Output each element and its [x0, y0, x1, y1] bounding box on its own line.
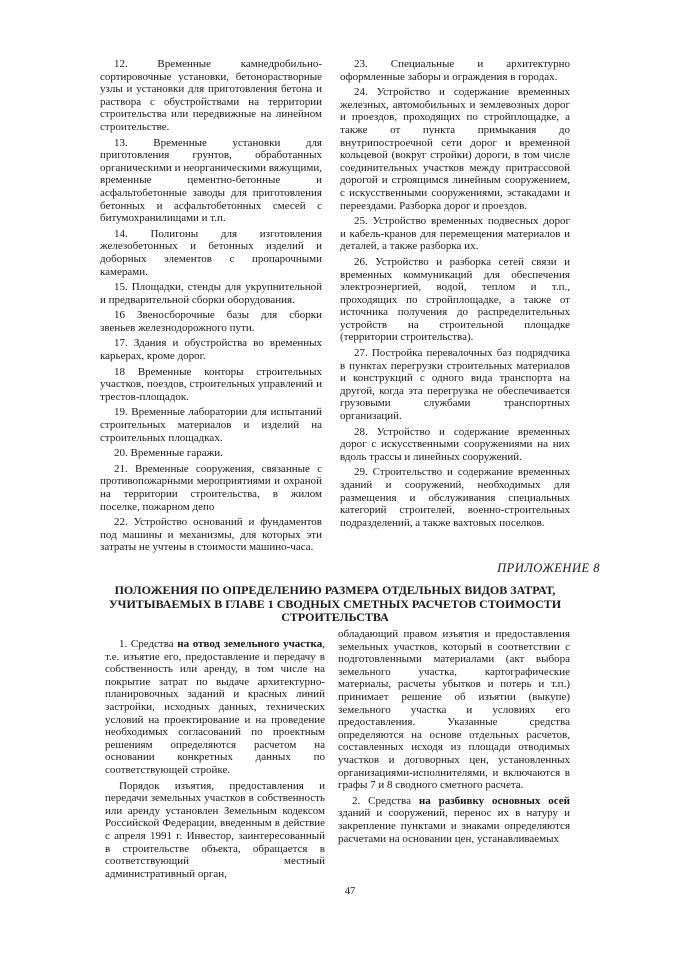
list-item: 21. Временные сооружения, связанные с противопожарными мероприятиями и охраной на территории строительства, в жилом поселке, пожарном депо	[100, 462, 322, 513]
list-item: 26. Устройство и разборка сетей связи и временных коммуникаций для обеспечения электроэнергией, водой, теплом и т.п., проходящих по стройплощадке, а также от источника получения до распределительных устройств на строительной площадке (территории строительства).	[340, 255, 570, 344]
paragraph: обладающий правом изъятия и предоставления земельных участков, который в соответствии с подготовленными материалами (акт выбора земельного участка, картографические материалы, расчеты убытков и потерь и т.п.) принимает решение об изъятии (выкупе) земельного участка и условиях его предоставления. Указанные средства определяются на основе отдельных расчетов, составленных исходя из площади отводимых участков и договорных цен, установленных организациями-исполнителями, и включаются в графы 7 и 8 сводного сметного расчета.	[338, 628, 570, 792]
list-item: 19. Временные лаборатории для испытаний строительных материалов и изделий на строительных площадках.	[100, 406, 322, 444]
top-right-column	[340, 58, 570, 532]
list-item: 23. Специальные и архитектурно оформленные заборы и ограждения в городах.	[340, 58, 570, 83]
bottom-right-column	[338, 628, 570, 848]
paragraph-text: зданий и сооружений, перенос их в натуру и закрепление пунктами и знаками определяются расчетами на основании цен, устанавливаемых	[338, 807, 570, 845]
top-left-column	[100, 58, 322, 557]
bold-term: на отвод земельного участка	[177, 638, 323, 650]
paragraph	[105, 638, 325, 777]
list-item: 15. Площадки, стенды для укрупнительной и предварительной сборки оборудования.	[100, 281, 322, 306]
list-item: 28. Устройство и содержание временных дорог с искусственными сооружениями на них вдоль трассы и линейных сооружений.	[340, 425, 570, 463]
paragraph: Порядок изъятия, предоставления и передачи земельных участков в собственность или аренду установлен Земельным кодексом Российской Федерации, введенным в действие с апреля 1991 г. Инвестор, заинтересованный в строительстве объекта, обращается в соответствующий местный административный орган,	[105, 779, 325, 880]
paragraph-prefix: 1. Средства	[119, 638, 178, 650]
paragraph-prefix: 2. Средства	[352, 794, 419, 807]
list-item: 25. Устройство временных подвесных дорог и кабель-кранов для перемещения материалов и деталей, а также разборка их.	[340, 215, 570, 253]
list-item: 20. Временные гаражи.	[114, 447, 223, 460]
list-item: 17. Здания и обустройства во временных карьерах, кроме дорог.	[100, 337, 322, 363]
list-item: 12. Временные камнедробильно-сортировочные установки, бетонорастворные узлы и установки для приготовления бетона и раствора с обустройствами на территории строительства или передвижные на линейном строительстве.	[100, 58, 322, 133]
list-item: 13. Временные установки для приготовления грунтов, обработанных органическими и неорганическими вяжущими, временные цементно-бетонные и асфальтобетонные заводы для приготовления бетонных и асфальтобетонных смесей с битумохранилищами и т.п.	[100, 136, 322, 225]
appendix-label: ПРИЛОЖЕНИЕ 8	[497, 561, 600, 575]
list-item: 22. Устройство оснований и фундаментов под машины и механизмы, для которых эти затраты не учтены в стоимости машино-часа.	[100, 516, 322, 554]
list-item: 18 Временные конторы строительных участков, поездов, строительных управлений и трестов-площадок.	[100, 365, 322, 403]
list-item: 24. Устройство и содержание временных железных, автомобильных и землевозных дорог и проездов, проходящих по стройплощадке, а также от пункта примыкания до внутрипостроечной сети дорог и временной кольцевой (вокруг стройки) дороги, в том числе соединительных участков между притрассовой дорогой и строящимся линейным сооружением, с искусственными сооружениями, эстакадами и переездами. Разборка дорог и проездов.	[340, 86, 570, 212]
paragraph-text: , т.е. изъятие его, предоставление и передачу в собственность или аренду, в том числе на покрытие затрат по выдаче архитектурно-планировочных заданий и красных линий застройки, исходных данных, технических условий на проектирование и на проведение необходимых согласований по проектным решениям определяются расчетом на основании конкретных данных по соответствующей стройке.	[105, 638, 325, 776]
list-item: 27. Постройка перевалочных баз подрядчика в пунктах перегрузки строительных материалов и конструкций с одного вида транспорта на другой, когда эта перегрузка не обеспечивается грузовыми службами транспортных организаций.	[340, 347, 570, 423]
bottom-left-column	[105, 638, 325, 883]
list-item: 16 Звеносборочные базы для сборки звеньев железнодорожного пути.	[100, 309, 322, 334]
page-number: 47	[344, 886, 356, 897]
bold-term: на разбивку основных осей	[418, 794, 570, 807]
section-title: ПОЛОЖЕНИЯ ПО ОПРЕДЕЛЕНИЮ РАЗМЕРА ОТДЕЛЬНЫХ ВИДОВ ЗАТРАТ, УЧИТЫВАЕМЫХ В ГЛАВЕ 1 СВОДНЫХ СМЕТНЫХ РАСЧЕТОВ СТОИМОСТИ СТРОИТЕЛЬСТВА	[108, 583, 562, 624]
list-item: 14. Полигоны для изготовления железобетонных и бетонных изделий и доборных элементов с пропарочными камерами.	[100, 227, 322, 278]
paragraph	[338, 795, 570, 845]
list-item: 29. Строительство и содержание временных зданий и сооружений, необходимых для размещения и обслуживания специальных категорий строителей, военно-строительных подразделений, а также вахтовых поселков.	[340, 466, 570, 529]
